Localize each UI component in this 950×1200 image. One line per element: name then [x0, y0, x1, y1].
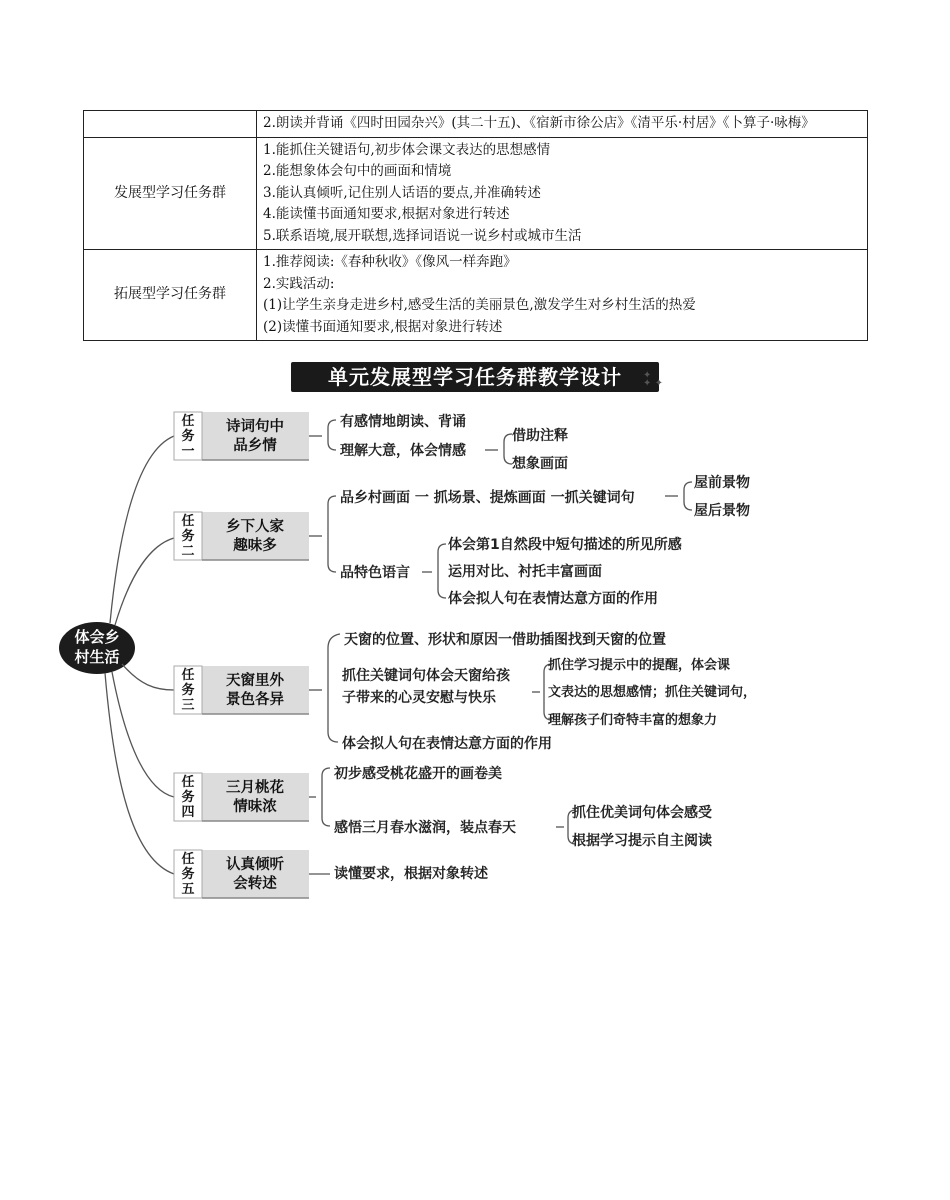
branch-line [105, 673, 174, 874]
content-line: 4.能读懂书面通知要求,根据对象进行转述 [263, 206, 510, 222]
task-item: 体会拟人句在表情达意方面的作用 [342, 736, 552, 752]
content-line: 1.能抓住关键语句,初步体会课文表达的思想感情 [263, 141, 551, 158]
task-subitem: 抓住优美词句体会感受 [572, 805, 712, 821]
task-item: 抓住关键词句体会天窗给孩 [342, 668, 510, 684]
task-title-line2: 景色各异 [226, 692, 284, 708]
task-title-line1: 认真倾听 [226, 857, 284, 873]
task-tag-char: 五 [181, 882, 195, 897]
task-item: 有感情地朗读、背诵 [340, 414, 466, 430]
task-subitem: 体会第1自然段中短句描述的所见所感 [448, 537, 682, 553]
task-tag-char: 任 [181, 852, 195, 867]
branch-line [110, 436, 174, 623]
task-tag-char: 务 [181, 529, 195, 544]
task-four [174, 765, 713, 849]
content-line: 2.朗读并背诵《四时田园杂兴》(其二十五)、《宿新市徐公店》《清平乐·村居》《卜算子·咏梅》 [263, 115, 815, 131]
task-tag-char: 务 [181, 683, 195, 698]
task-title-line1: 乡下人家 [226, 519, 284, 535]
content-line: 3.能认真倾听,记住别人话语的要点,并准确转述 [263, 184, 541, 201]
branch-line [112, 672, 174, 797]
task-title-line2: 趣味多 [233, 538, 277, 554]
task-tag-char: 任 [181, 514, 195, 529]
task-tag-char: 任 [181, 414, 195, 429]
root-label-line2: 村生活 [74, 648, 120, 666]
task-title-line2: 会转述 [233, 876, 277, 892]
task-item: 天窗的位置、形状和原因一借助插图找到天窗的位置 [344, 632, 666, 648]
task-two [174, 474, 750, 607]
task-tag-char: 务 [181, 790, 195, 805]
task-subitem: 根据学习提示自主阅读 [572, 833, 712, 849]
content-line: 2.实践活动: [263, 275, 335, 292]
task-subitem: 运用对比、衬托丰富画面 [448, 564, 602, 580]
task-item: 初步感受桃花盛开的画卷美 [334, 766, 502, 782]
task-tag-char: 务 [181, 429, 195, 444]
task-subitem: 屋前景物 [694, 475, 750, 491]
task-item: 子带来的心灵安慰与快乐 [342, 690, 496, 706]
group-cell: 拓展型学习任务群 [84, 250, 257, 341]
content-line: 5.联系语境,展开联想,选择词语说一说乡村或城市生活 [263, 227, 582, 244]
task-subitem: 抓住学习提示中的提醒，体会课 [548, 658, 731, 673]
task-tag-char: 三 [181, 698, 195, 713]
task-subitem: 体会拟人句在表情达意方面的作用 [448, 591, 658, 607]
section-banner: 单元发展型学习任务群教学设计 [291, 362, 659, 392]
task-subitem: 借助注释 [512, 428, 568, 444]
task-item: 品乡村画面 一 抓场景、提炼画面 一抓关键词句 [340, 490, 635, 506]
task-tag-char: 二 [181, 544, 195, 559]
content-line: (2)读懂书面通知要求,根据对象进行转述 [263, 318, 503, 335]
task-item: 感悟三月春水滋润，装点春天 [334, 820, 516, 836]
content-line: (1)让学生亲身走进乡村,感受生活的美丽景色,激发学生对乡村生活的热爱 [263, 297, 696, 313]
task-tag-char: 务 [181, 867, 195, 882]
task-subitem: 理解孩子们奇特丰富的想象力 [548, 713, 718, 728]
task-subitem: 文表达的思想感情；抓住关键词句， [548, 685, 757, 700]
task-three [174, 631, 756, 752]
task-tag-char: 任 [181, 775, 195, 790]
task-title-line2: 品乡情 [233, 438, 277, 454]
task-item: 理解大意，体会情感 [340, 443, 466, 459]
task-one [174, 412, 568, 472]
task-tag-char: 四 [181, 805, 195, 820]
task-title-line2: 情味浓 [233, 799, 277, 815]
task-title-line1: 天窗里外 [226, 673, 284, 689]
task-item: 品特色语言 [340, 565, 410, 581]
task-tag-char: 任 [181, 668, 195, 683]
task-tag-char: 一 [181, 444, 195, 459]
branch-line [122, 664, 174, 690]
content-line: 1.推荐阅读:《春种秋收》《像风一样奔跑》 [263, 254, 517, 270]
root-label-line1: 体会乡 [74, 628, 120, 646]
group-cell: 发展型学习任务群 [84, 137, 257, 250]
task-subitem: 屋后景物 [694, 503, 750, 519]
task-title-line1: 三月桃花 [226, 780, 284, 796]
task-five [174, 850, 488, 898]
task-item: 读懂要求，根据对象转述 [334, 866, 488, 882]
branch-line [115, 538, 174, 625]
task-subitem: 想象画面 [512, 456, 568, 472]
sparkle-icon: ✦ ✦ ✦ [643, 370, 663, 389]
content-line: 2.能想象体会句中的画面和情境 [263, 163, 452, 179]
task-title-line1: 诗词句中 [226, 419, 284, 435]
